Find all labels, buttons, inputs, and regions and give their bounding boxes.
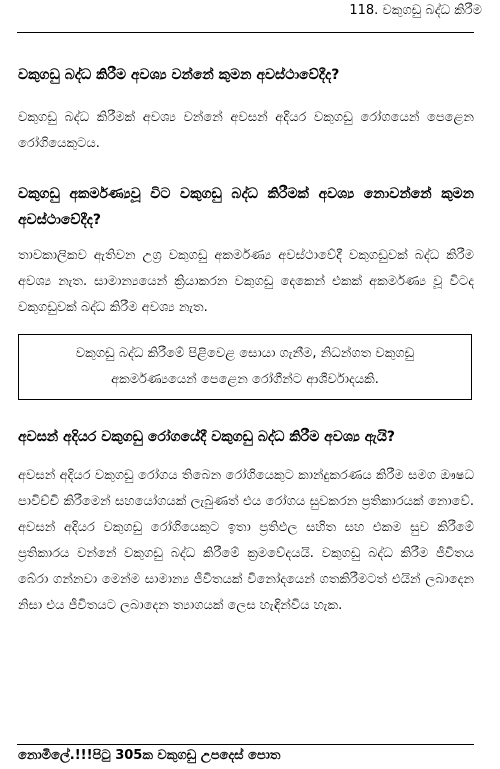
- section-2-answer: තාවකාලිකව ඇතිවන උග්‍ර වකුගඩු අකර්මණ්‍ය අවස්ථාවේදී වකුගඩුවක් බද්ධ කිරීම අවශ්‍ය නැත. සාමාන්‍යයෙන් ක්‍රියාකරන වකුගඩු දෙකෙන් එකක් අකර්මණ්‍ය වූ විටද වකුගඩුවක් බද්ධ කිරීම අවශ්‍ය නැත.: [18, 248, 474, 315]
- section-2-question: වකුගඩු අකර්මණ්‍යවූ විට වකුගඩු බද්ධ කිරීමක් අවශ්‍ය නොවන්නේ කුමන අවස්ථාවේදීද?: [18, 186, 474, 228]
- section-3-question: අවසන් අදියර වකුගඩු රෝගයේදී වකුගඩු බද්ධ කිරීම අවශ්‍ය ඇයි?: [18, 429, 396, 445]
- qa-section-2: [18, 181, 474, 233]
- highlight-text: වකුගඩු බද්ධ කිරීමේ පිළිවෙළ සොයා ගැනීම, නිධන්ගත වකුගඩු අකර්මණ්‍යයෙන් පෙළෙන රෝගීන්ට ආශීර්වාදයකි.: [75, 346, 415, 387]
- qa-section-3: [18, 424, 474, 450]
- section-1-question: වකුගඩු බද්ධ කිරීම අවශ්‍ය වන්නේ කුමන අවස්ථාවේදීද?: [18, 67, 340, 83]
- header-rule: [17, 32, 474, 33]
- qa-section-1-answer-block: [18, 105, 474, 157]
- qa-section-1: [18, 62, 474, 88]
- running-header: 118. වකුගඩු බද්ධ කිරීම: [349, 3, 482, 18]
- highlight-box: [18, 334, 472, 400]
- section-1-answer: වකුගඩු බද්ධ කිරීමක් අවශ්‍ය වන්නේ අවසන් අදියර වකුගඩු රෝගයෙන් පෙළෙන රෝගියෙකුටය.: [18, 110, 474, 151]
- section-3-answer: අවසන් අදියර වකුගඩු රෝගය තිබෙන රෝගියෙකුට කාන්දුකරණය කිරීම සමග ඖෂධ පාවිච්චි කිරීමෙන් සහයෝගයක් ලැබුණත් එය රෝගය සුවකරන ප්‍රතිකාරයක් නොවේ. අවසන් අදියර වකුගඩු රෝගියෙකුට ඉතා ප්‍රතිඵල සහිත සහ එකම සුව කිරීමේ ප්‍රතිකාරය වන්නේ වකුගඩු බද්ධ කිරීමේ ක්‍රමවේදයයි. වකුගඩු බද්ධ කිරීම ජීවිතය බේරා ගන්නවා මෙන්ම සාමාන්‍ය ජීවිතයක් විනෝදයෙන් ගතකිරීමටත් එයින් ලබාදෙන නිසා එය ජීවිතයට ලබාදෙන ත්‍යාගයක් ලෙස හැඳින්විය හැක.: [18, 468, 474, 613]
- qa-section-3-answer-block: [18, 463, 474, 619]
- footer-rule: [17, 744, 474, 745]
- qa-section-2-answer-block: [18, 243, 474, 321]
- footer-promo: නොමිලේ.!!!පිටු 305ක වකුගඩු උපදෙස් පොත: [18, 748, 281, 763]
